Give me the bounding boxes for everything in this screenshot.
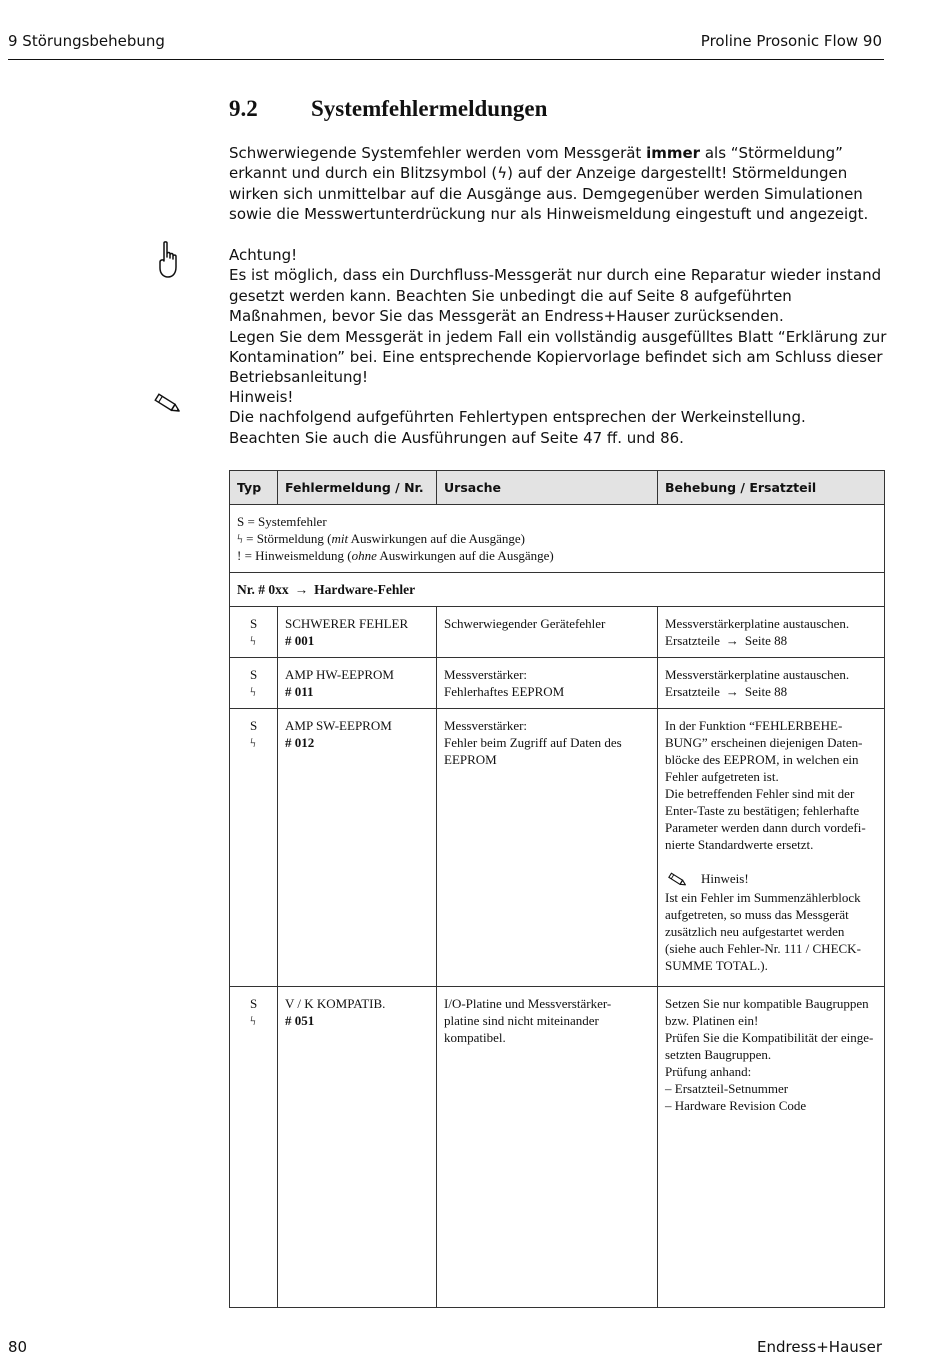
column-header-cause: Ursache bbox=[437, 471, 658, 505]
header-divider bbox=[8, 59, 884, 60]
pencil-icon bbox=[665, 871, 689, 889]
pointing-hand-icon bbox=[155, 240, 181, 280]
footer-brand: Endress+Hauser bbox=[757, 1338, 882, 1356]
row-message: V / K KOMPATIB. # 051 bbox=[278, 987, 437, 1308]
row-cause: Messverstärker: Fehlerhaftes EEPROM bbox=[437, 658, 658, 709]
column-header-typ: Typ bbox=[230, 471, 278, 505]
note-title: Hinweis! bbox=[229, 388, 294, 406]
row-type: S ϟ bbox=[230, 709, 278, 987]
caution-text-2: Legen Sie dem Messgerät in jedem Fall ein vollständig ausgefülltes Blatt “Erklärung zur Kontamination” bei. Eine entsprechende Kopiervorlage befindet sich am Schluss dieser Betriebsanleitung! bbox=[229, 327, 887, 387]
row-message: AMP HW-EEPROM # 011 bbox=[278, 658, 437, 709]
section-title: Systemfehlermeldungen bbox=[311, 96, 548, 121]
inline-note-title: Hinweis! bbox=[665, 870, 877, 889]
note-line-2: Beachten Sie auch die Ausführungen auf Seite 47 ff. und 86. bbox=[229, 428, 684, 447]
column-header-remedy: Behebung / Ersatzteil bbox=[658, 471, 885, 505]
section-number: 9.2 bbox=[229, 96, 258, 121]
legend-notice-message: ! = Hinweismeldung (ohne Auswirkungen auf die Ausgänge) bbox=[237, 548, 554, 563]
row-cause: Messverstärker: Fehler beim Zugriff auf Daten des EEPROM bbox=[437, 709, 658, 987]
caution-text-1: Es ist möglich, dass ein Durchfluss-Messgerät nur durch eine Reparatur wieder instand gesetzt werden kann. Beachten Sie unbedingt die auf Seite 8 aufgeführten Maßnahmen, bevor Sie das Messgerät an Endress+Hauser zurücksenden. bbox=[229, 266, 882, 326]
running-header-product: Proline Prosonic Flow 90 bbox=[700, 32, 882, 50]
row-cause: Schwerwiegender Gerätefehler bbox=[437, 607, 658, 658]
intro-paragraph bbox=[229, 143, 889, 225]
row-cause: I/O-Platine und Messverstärker- platine sind nicht miteinander kompatibel. bbox=[437, 987, 658, 1308]
legend-fault-message: ϟ = Störmeldung (mit Auswirkungen auf die Ausgänge) bbox=[237, 531, 525, 546]
caution-title: Achtung! bbox=[229, 246, 298, 264]
row-remedy: In der Funktion “FEHLERBEHE- BUNG” erscheinen diejenigen Daten- blöcke des EEPROM, in welchen ein Fehler aufgetreten ist. Die betreffenden Fehler sind mit der Enter-Taste zu bestätigen; fehlerhafte Parameter werden dann durch vordefi- nierte Standardwerte ersetzt. Hinweis! Ist ein Fehler im Summenzählerblock aufgetreten, so muss das Messgerät zusätzlich neu aufgestartet werden (siehe auch Fehler-Nr. 111 / CHECK- SUMME TOTAL.). bbox=[658, 709, 885, 987]
column-header-message: Fehlermeldung / Nr. bbox=[278, 471, 437, 505]
caution-block bbox=[229, 245, 889, 388]
group-heading: Nr. # 0xx → Hardware-Fehler bbox=[230, 573, 885, 607]
legend-cell bbox=[230, 505, 885, 573]
intro-emphasis: immer bbox=[646, 144, 701, 162]
row-message: SCHWERER FEHLER # 001 bbox=[278, 607, 437, 658]
section-heading bbox=[229, 96, 547, 122]
pencil-icon bbox=[152, 391, 182, 417]
table-row bbox=[230, 658, 885, 709]
row-type: S ϟ bbox=[230, 607, 278, 658]
table-row bbox=[230, 987, 885, 1308]
row-remedy: Messverstärkerplatine austauschen. Ersatzteile → Seite 88 bbox=[658, 658, 885, 709]
row-message: AMP SW-EEPROM # 012 bbox=[278, 709, 437, 987]
table-row bbox=[230, 709, 885, 987]
page-number: 80 bbox=[8, 1338, 28, 1356]
legend-row bbox=[230, 505, 885, 573]
row-type: S ϟ bbox=[230, 658, 278, 709]
row-type: S ϟ bbox=[230, 987, 278, 1308]
running-header-chapter: 9 Störungsbehebung bbox=[8, 32, 165, 50]
error-table bbox=[229, 470, 885, 1308]
table-header-row bbox=[230, 471, 885, 505]
intro-text-2: als “Störmeldung” erkannt und durch ein Blitzsymbol (ϟ) auf der Anzeige dargestellt! Störmeldungen wirken sich unmittelbar auf die Ausgänge aus. Demgegenüber werden Simulationen sowie die Messwertunterdrückung nur als Hinweismeldung eingestuft und angezeigt. bbox=[229, 144, 869, 224]
group-row bbox=[230, 573, 885, 607]
legend-system-error: S = Systemfehler bbox=[237, 514, 327, 529]
table-row bbox=[230, 607, 885, 658]
note-block bbox=[229, 387, 889, 448]
row-remedy: Setzen Sie nur kompatible Baugruppen bzw. Platinen ein! Prüfen Sie die Kompatibilität der einge- setzten Baugruppen. Prüfung anhand: – Ersatzteil-Setnummer – Hardware Revision Code bbox=[658, 987, 885, 1308]
note-line-1: Die nachfolgend aufgeführten Fehlertypen entsprechen der Werkeinstellung. bbox=[229, 408, 806, 427]
intro-text-1: Schwerwiegende Systemfehler werden vom Messgerät bbox=[229, 144, 647, 162]
row-remedy: Messverstärkerplatine austauschen. Ersatzteile → Seite 88 bbox=[658, 607, 885, 658]
